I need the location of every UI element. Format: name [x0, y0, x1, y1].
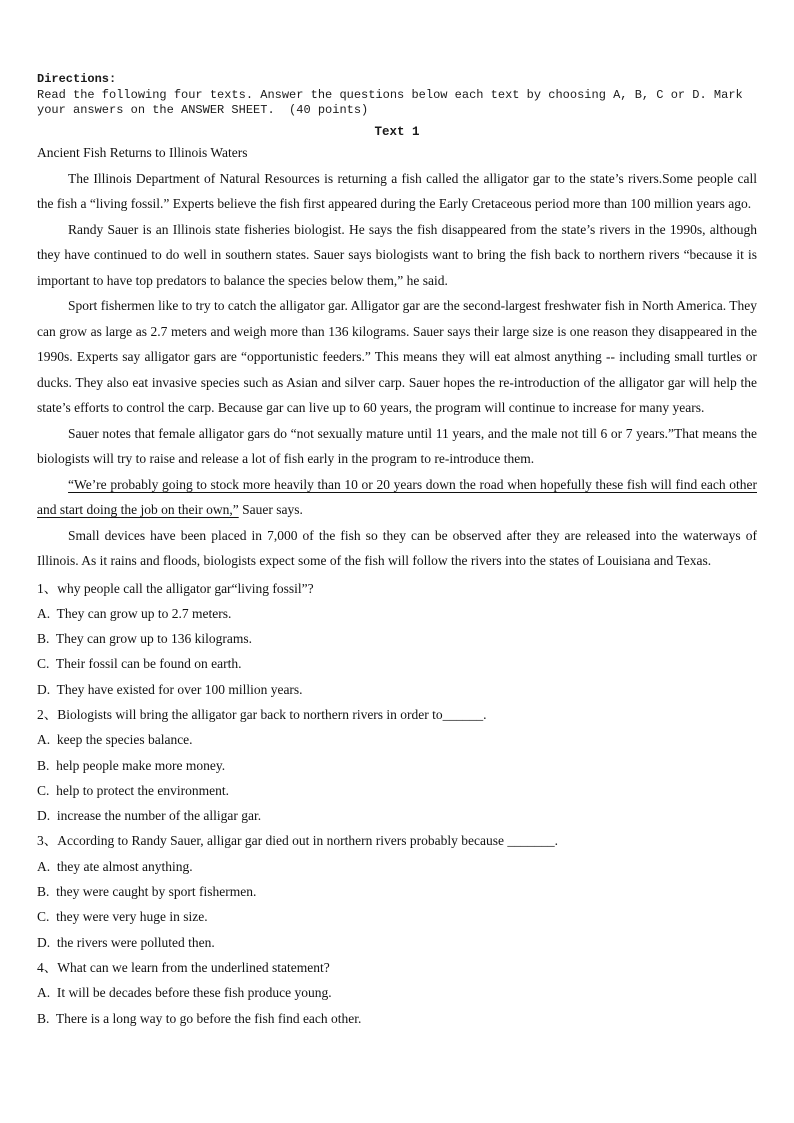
- directions-label: Directions:: [37, 72, 117, 86]
- question-option-c: C. Their fossil can be found on earth.: [37, 656, 242, 672]
- question-4: [37, 955, 757, 1031]
- question-2: [37, 702, 757, 828]
- article-paragraph: Sauer notes that female alligator gars do “not sexually mature until 11 years, and the male not till 6 or 7 years.”That means the biologists will try to raise and release a lot of fish early in the program to re-introduce them.: [37, 425, 757, 466]
- underlined-statement: “We’re probably going to stock more heavily than 10 or 20 years down the road when hopefully these fish will find each other and start doing the job on their own,”: [37, 476, 757, 517]
- article-paragraph-quote: [37, 472, 757, 523]
- question-option-a: A. It will be decades before these fish produce young.: [37, 985, 332, 1001]
- text1-heading: Text 1: [374, 124, 420, 139]
- directions-body: Read the following four texts. Answer the questions below each text by choosing A, B, C or D. Mark your answers on the ANSWER SHEET. (40 points): [37, 87, 750, 117]
- question-3: [37, 828, 757, 954]
- question-option-b: B. There is a long way to go before the fish find each other.: [37, 1010, 362, 1026]
- article-paragraph: Sport fishermen like to try to catch the alligator gar. Alligator gar are the second-largest freshwater fish in North America. They can grow as large as 2.7 meters and weigh more than 136 kilograms. Sauer says their large size is one reason they disappeared in the 1990s. Experts say alligator gars are “opportunistic feeders.” This means they will eat almost anything -- including small turtles or ducks. They also eat invasive species such as Asian and silver carp. Sauer hopes the re-introduction of the alligator gar will help the state’s efforts to control the carp. Because gar can live up to 60 years, the program will continue to increase for many years.: [37, 298, 757, 415]
- question-stem: 4、What can we learn from the underlined statement?: [37, 959, 330, 975]
- question-option-b: B. they were caught by sport fishermen.: [37, 884, 257, 900]
- question-option-d: D. They have existed for over 100 million years.: [37, 681, 303, 697]
- question-option-a: A. They can grow up to 2.7 meters.: [37, 605, 232, 621]
- article-title: Ancient Fish Returns to Illinois Waters: [37, 144, 248, 160]
- question-stem: 2、Biologists will bring the alligator gar back to northern rivers in order to______.: [37, 706, 487, 722]
- question-option-d: D. the rivers were polluted then.: [37, 934, 215, 950]
- question-option-b: B. help people make more money.: [37, 757, 226, 773]
- question-option-b: B. They can grow up to 136 kilograms.: [37, 631, 252, 647]
- article-paragraph: The Illinois Department of Natural Resources is returning a fish called the alligator gar to the state’s rivers.Some people call the fish a “living fossil.” Experts believe the fish first appeared during the Early Cretaceous period more than 100 million years ago.: [37, 170, 757, 211]
- question-option-c: C. help to protect the environment.: [37, 782, 229, 798]
- article-paragraph: Randy Sauer is an Illinois state fisheries biologist. He says the fish disappeared from the state’s rivers in the 1990s, although they have continued to do well in southern states. Sauer says biologists want to bring the fish back to northern rivers “because it is important to have top predators to balance the species below them,” he said.: [37, 221, 757, 288]
- question-stem: 1、why people call the alligator gar“living fossil”?: [37, 580, 314, 596]
- question-option-c: C. they were very huge in size.: [37, 909, 208, 925]
- directions-block: [37, 72, 757, 119]
- question-option-a: A. they ate almost anything.: [37, 858, 193, 874]
- questions-section: [37, 576, 757, 1031]
- question-1: [37, 576, 757, 702]
- article-paragraph: Small devices have been placed in 7,000 of the fish so they can be observed after they are released into the waterways of Illinois. As it rains and floods, biologists expect some of the fish will follow the rivers into the states of Louisiana and Texas.: [37, 527, 757, 568]
- question-option-a: A. keep the species balance.: [37, 732, 193, 748]
- question-option-d: D. increase the number of the alligar gar.: [37, 808, 262, 824]
- question-stem: 3、According to Randy Sauer, alligar gar died out in northern rivers probably because _______.: [37, 833, 558, 849]
- quote-attribution: Sauer says.: [238, 502, 303, 517]
